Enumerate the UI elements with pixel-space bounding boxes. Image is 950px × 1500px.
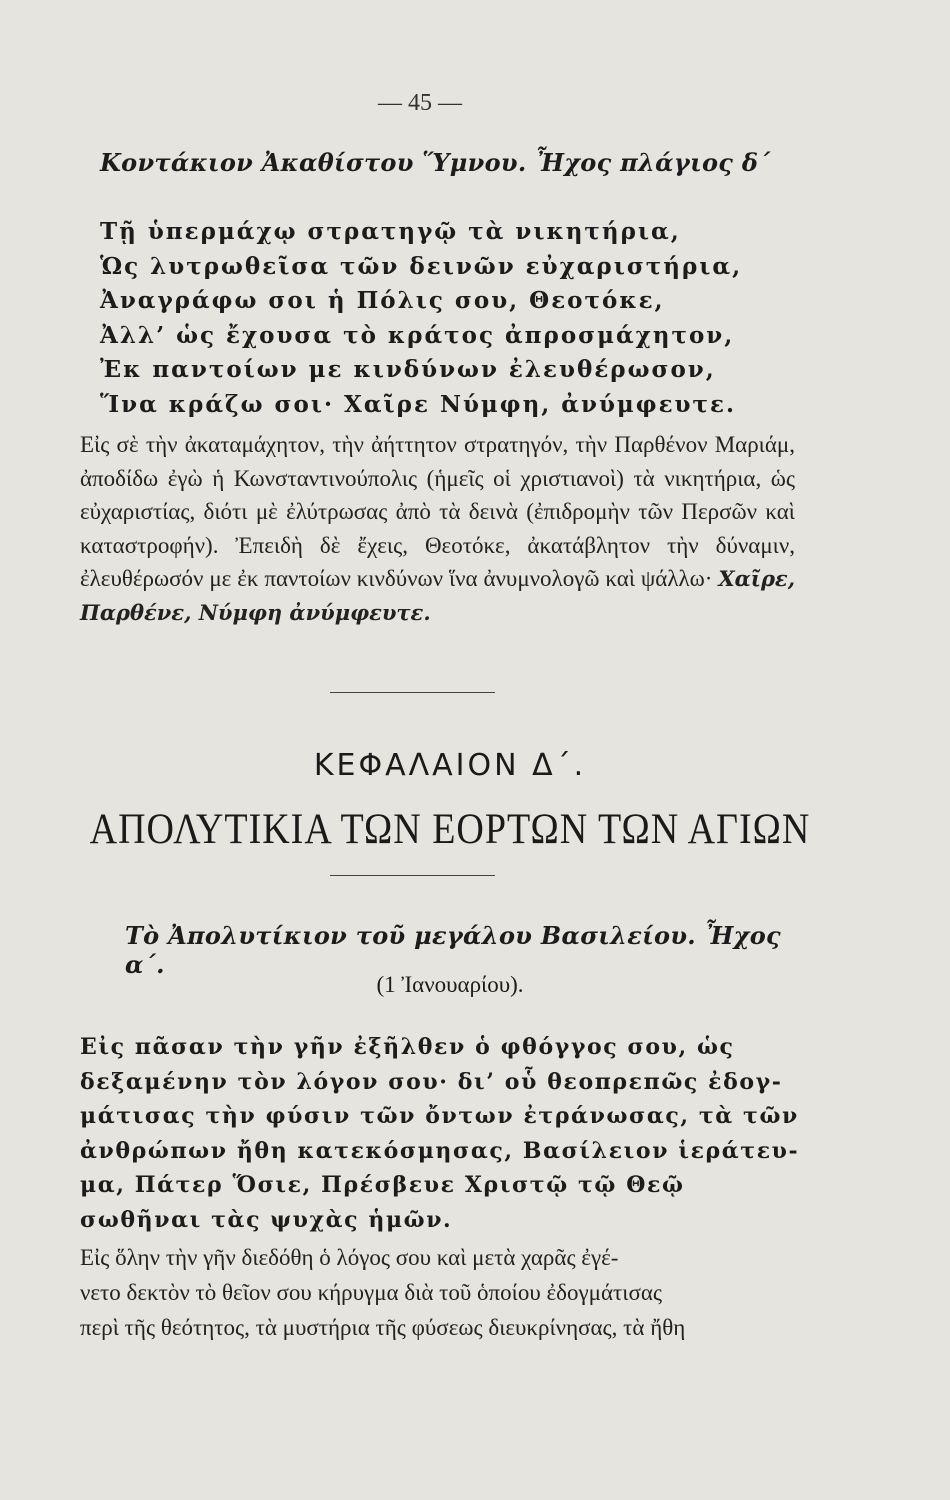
hymn-line: Ἐκ παντοίων με κινδύνων ἐλευθέρωσον, — [100, 356, 716, 383]
page-number: — 45 — — [378, 90, 462, 116]
hymn-line: Τῇ ὑπερμάχῳ στρατηγῷ τὰ νικητήρια, — [100, 218, 681, 245]
apolytikion-line: Εἰς πᾶσαν τὴν γῆν ἐξῆλθεν ὁ φθόγγος σου, ὡς — [80, 1034, 735, 1060]
hymn-line: Ὡς λυτρωθεῖσα τῶν δεινῶν εὐχαριστήρια, — [100, 252, 743, 280]
divider-bottom — [330, 875, 495, 876]
apolytikion-line: σωθῆναι τὰς ψυχὰς ἡμῶν. — [80, 1206, 453, 1233]
hymn-line: Ἵνα κράζω σοι· Χαῖρε Νύμφη, ἀνύμφευτε. — [100, 390, 736, 418]
paraphrase-line: περὶ τῆς θεότητος, τὰ μυστήρια τῆς φύσεως διευκρίνησας, τὰ ἤθη — [80, 1315, 686, 1340]
apolytikion-heading: Τὸ Ἀπολυτίκιον τοῦ μεγάλου Βασιλείου. Ἦχος α΄. — [125, 921, 781, 979]
paraphrase-line: νετο δεκτὸν τὸ θεῖον σου κήρυγμα διὰ τοῦ ὁποίου ἐδογμάτισας — [80, 1280, 663, 1305]
hymn-line: Ἀλλ’ ὡς ἔχουσα τὸ κράτος ἀπροσμάχητον, — [100, 321, 735, 349]
paraphrase-line: Εἰς ὅλην τὴν γῆν διεδόθη ὁ λόγος σου καὶ μετὰ χαρᾶς ἐγέ- — [80, 1245, 619, 1270]
hymn-line: Ἀναγράφω σοι ἡ Πόλις σου, Θεοτόκε, — [100, 287, 665, 314]
kontakion-paraphrase — [80, 428, 795, 629]
feast-date: (1 Ἰανουαρίου). — [376, 972, 524, 997]
apolytikion-verse — [80, 1030, 800, 1237]
hymn-verse — [100, 215, 800, 422]
apolytikion-line: μα, Πάτερ Ὅσιε, Πρέσβευε Χριστῷ τῷ Θεῷ — [80, 1172, 685, 1198]
apolytikion-paraphrase — [80, 1240, 795, 1345]
paraphrase-text: Εἰς σὲ τὴν ἀκαταμάχητον, τὴν ἀήττητον στρατηγόν, τὴν Παρθένον Μαριάμ, ἀποδίδω ἐγὼ ἡ Κωνσταντινούπολις (ἡμεῖς οἱ χριστιανοὶ) τὰ νικητήρια, ὡς εὐχαριστίας, διότι μὲ ἐλύτρωσας ἀπὸ τὰ δεινὰ (ἐπιδρομὴν τῶν Περσῶν καὶ καταστροφήν). Ἐπειδὴ δὲ ἔχεις, Θεοτόκε, ἀκατάβλητον τὴν δύναμιν, ἐλευθέρωσόν με ἐκ παντοίων κινδύνων ἵνα ἀνυμνολογῶ καὶ ψάλλω· — [80, 432, 795, 591]
divider-top — [330, 692, 495, 693]
apolytikion-line: δεξαμένην τὸν λόγον σου· δι’ οὗ θεοπρεπῶς ἐδογ- — [80, 1068, 783, 1095]
chapter-subtitle: ΑΠΟΛΥΤΙΚΙΑ ΤΩΝ ΕΟΡΤΩΝ ΤΩΝ ΑΓΙΩΝ — [89, 804, 811, 854]
chapter-title: ΚΕΦΑΛΑΙΟΝ Δ΄. — [313, 748, 587, 783]
paraphrase-emphasis: Χαῖρε, Παρθένε, Νύμφη ἀνύμφευτε. — [80, 566, 796, 625]
apolytikion-line: μάτισας τὴν φύσιν τῶν ὄντων ἐτράνωσας, τὰ τῶν — [80, 1103, 799, 1129]
apolytikion-line: ἀνθρώπων ἤθη κατεκόσμησας, Βασίλειον ἱεράτευ- — [80, 1137, 800, 1164]
kontakion-heading: Κοντάκιον Ἀκαθίστου Ὕμνου. Ἦχος πλάγιος δ´ — [100, 148, 771, 177]
